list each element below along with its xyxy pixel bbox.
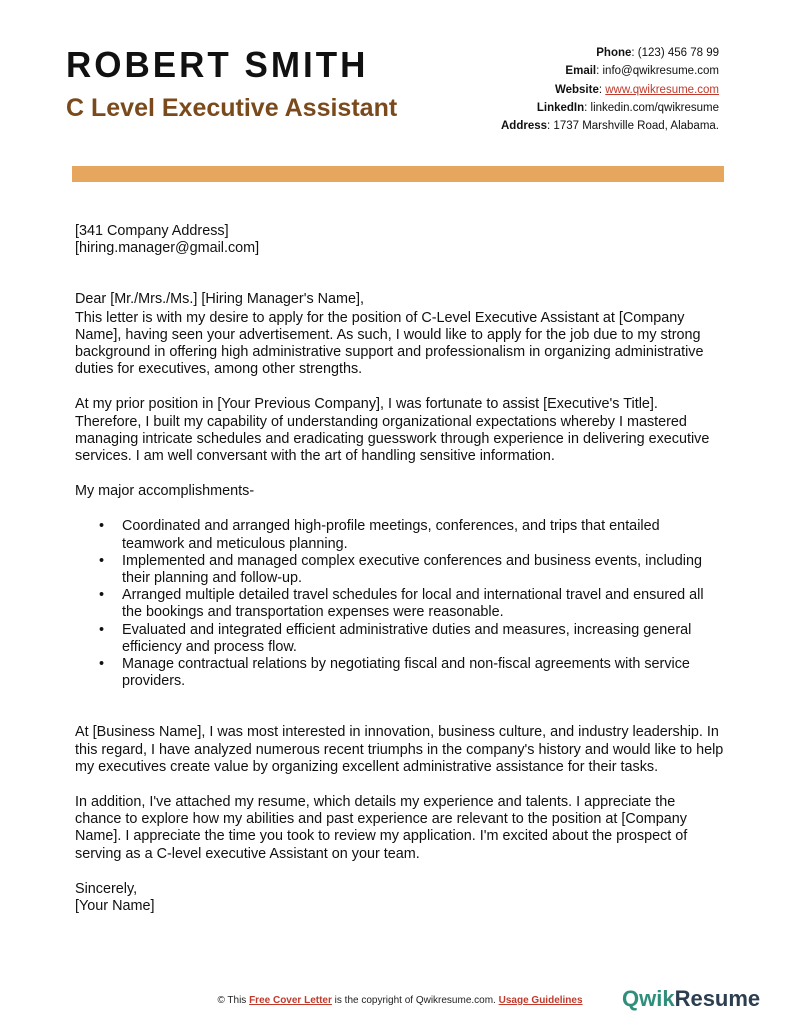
accomplishments-list xyxy=(75,518,725,690)
contact-website: Website: www.qwikresume.com xyxy=(554,83,719,96)
paragraph-experience: At my prior position in [Your Previous Company], I was fortunate to assist [Executive's Title]. Therefore, I built my capability of understanding organizational expectations whereby I mastered managing intricate schedules and eradicating guesswork through experience in delivering executive services. I am well conversant with the art of handling sensitive information. xyxy=(75,396,710,465)
paragraph-intro: This letter is with my desire to apply for the position of C-Level Executive Assistant at [Company Name], having seen your advertisement. As such, I would like to apply for the job due to my strong background in offering high administrative support and professionalism in organizing administrative duties for executives, among other strengths. xyxy=(75,309,704,378)
contact-address: Address: 1737 Marshville Road, Alabama. xyxy=(501,120,719,133)
list-item: • Implemented and managed complex executive conferences and business events, including their planning and follow-up. xyxy=(75,553,725,587)
contact-address-label: Address xyxy=(501,120,548,133)
accomplishments-heading: My major accomplishments- xyxy=(75,483,255,500)
signature: [Your Name] xyxy=(75,898,155,915)
contact-email: Email: info@qwikresume.com xyxy=(565,65,719,78)
footer-middle: is the copyright of Qwikresume.com. xyxy=(331,995,499,1006)
qwikresume-logo xyxy=(622,986,760,1012)
recipient-address: [341 Company Address] xyxy=(75,223,229,239)
footer-prefix: © This xyxy=(217,995,250,1006)
list-item: • Arranged multiple detailed travel schedules for local and international travel and ensured all the bookings and transportation expenses were reasonable. xyxy=(75,587,725,621)
closing: Sincerely, xyxy=(75,880,138,897)
list-item: • Manage contractual relations by negotiating fiscal and non-fiscal agreements with service providers. xyxy=(75,656,725,690)
contact-block xyxy=(501,44,719,135)
paragraph-business: At [Business Name], I was most interested in innovation, business culture, and industry leadership. In this regard, I have analyzed numerous recent triumphs in the company's history and would like to help my executives create value by organizing excellent administrative assistance for their tasks. xyxy=(75,724,724,775)
applicant-name: ROBERT SMITH xyxy=(66,45,369,86)
contact-linkedin-label: LinkedIn xyxy=(536,101,585,114)
job-title: C Level Executive Assistant xyxy=(66,94,398,122)
recipient-email: [hiring.manager@gmail.com] xyxy=(75,240,260,257)
paragraph-closing: In addition, I've attached my resume, which details my experience and talents. I appreciate the chance to explore how my abilities and past experience are relevant to the position at [Company Name]. I appreciate the time you took to review my application. I'm excited about the prospect of serving as a C-level executive Assistant on your team. xyxy=(75,794,688,862)
contact-linkedin-value: linkedin.com/qwikresume xyxy=(590,101,719,114)
contact-phone: Phone: (123) 456 78 99 xyxy=(596,47,719,59)
list-item: • Evaluated and integrated efficient administrative duties and measures, increasing general efficiency and process flow. xyxy=(75,622,725,656)
free-cover-letter-link[interactable]: Free Cover Letter xyxy=(249,995,332,1006)
contact-email-value: info@qwikresume.com xyxy=(602,65,719,78)
contact-phone-label: Phone xyxy=(596,47,632,59)
contact-address-value: 1737 Marshville Road, Alabama. xyxy=(553,120,719,133)
logo-part-resume: Resume xyxy=(674,986,761,1011)
contact-phone-value: (123) 456 78 99 xyxy=(637,47,719,59)
salutation: Dear [Mr./Mrs./Ms.] [Hiring Manager's Name], xyxy=(75,291,365,308)
contact-website-label: Website xyxy=(554,83,599,96)
logo-part-qwik: Qwik xyxy=(622,986,675,1011)
letter-body xyxy=(75,223,725,915)
website-link[interactable]: www.qwikresume.com xyxy=(605,83,719,96)
usage-guidelines-link[interactable]: Usage Guidelines xyxy=(498,995,583,1006)
contact-email-label: Email xyxy=(565,65,597,78)
contact-linkedin: LinkedIn: linkedin.com/qwikresume xyxy=(536,101,719,114)
accent-divider-bar xyxy=(72,166,724,182)
list-item: • Coordinated and arranged high-profile meetings, conferences, and trips that entailed teamwork and meticulous planning. xyxy=(75,518,725,552)
